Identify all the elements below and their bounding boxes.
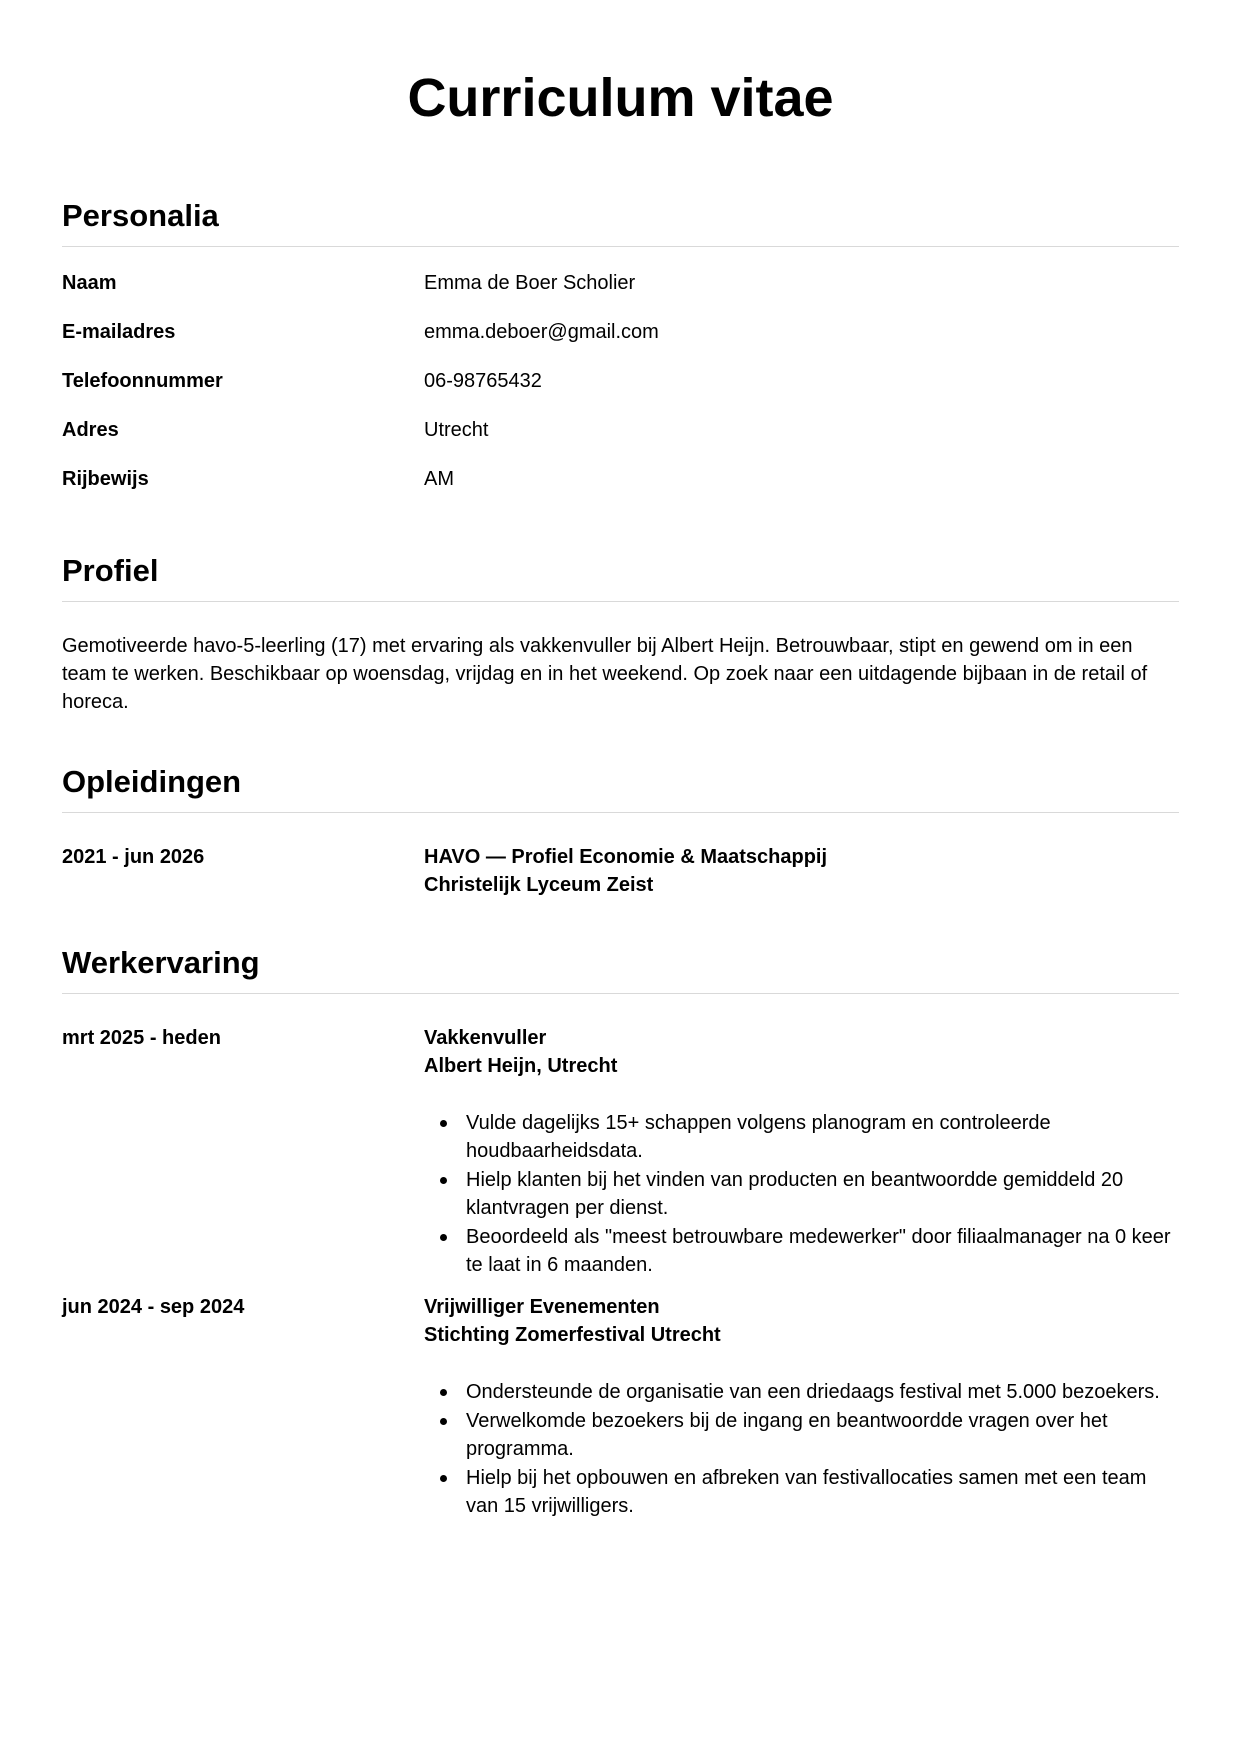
- entry-organization: Stichting Zomerfestival Utrecht: [424, 1324, 721, 1346]
- personalia-value: emma.deboer@gmail.com: [424, 321, 659, 343]
- bullet-dot-icon: [440, 1177, 447, 1184]
- personalia-label: Naam: [62, 272, 117, 294]
- bullet-text: Hielp bij het opbouwen en afbreken van festivallocaties samen met een team van 15 vrijwilligers.: [466, 1467, 1147, 1517]
- personalia-value: Utrecht: [424, 419, 489, 441]
- section-heading-profiel: Profiel: [62, 551, 1179, 602]
- entry-organization: Christelijk Lyceum Zeist: [424, 874, 654, 896]
- section-profiel: [62, 551, 1179, 716]
- bullet-dot-icon: [440, 1234, 447, 1241]
- entry-bullet-list: [424, 1109, 1179, 1279]
- personalia-label: Rijbewijs: [62, 468, 149, 490]
- section-werkervaring: [62, 943, 1179, 1521]
- bullet-text: Hielp klanten bij het vinden van producten en beantwoordde gemiddeld 20 klantvragen per dienst.: [466, 1169, 1124, 1219]
- personalia-row-telefoon: [62, 367, 1179, 395]
- entry-bullet-list: [424, 1378, 1179, 1520]
- section-heading-werkervaring: Werkervaring: [62, 943, 1179, 994]
- entry-title: HAVO — Profiel Economie & Maatschappij: [424, 846, 828, 868]
- personalia-label: E-mailadres: [62, 321, 176, 343]
- bullet-text: Vulde dagelijks 15+ schappen volgens planogram en controleerde houdbaarheidsdata.: [466, 1112, 1051, 1162]
- personalia-row-rijbewijs: [62, 465, 1179, 493]
- bullet-text: Verwelkomde bezoekers bij de ingang en beantwoordde vragen over het programma.: [466, 1410, 1108, 1460]
- section-opleidingen: [62, 762, 1179, 899]
- personalia-row-email: [62, 318, 1179, 346]
- entry-title: Vrijwilliger Evenementen: [424, 1296, 660, 1318]
- entry-body: [424, 1024, 1179, 1280]
- personalia-row-naam: [62, 269, 1179, 297]
- entry-title: Vakkenvuller: [424, 1027, 547, 1049]
- bullet-dot-icon: [440, 1475, 447, 1482]
- bullet-dot-icon: [440, 1389, 447, 1396]
- bullet-dot-icon: [440, 1120, 447, 1127]
- bullet-item: [466, 1166, 1179, 1222]
- profile-text: Gemotiveerde havo-5-leerling (17) met ervaring als vakkenvuller bij Albert Heijn. Betrouwbaar, stipt en gewend om in een team te werken. Beschikbaar op woensdag, vrijdag en in het weekend. Op zoek naar een uitdagende bijbaan in de retail of horeca.: [62, 635, 1148, 713]
- entry-body: [424, 1293, 1179, 1521]
- personalia-label: Adres: [62, 419, 119, 441]
- bullet-item: [466, 1378, 1179, 1406]
- work-entry: [62, 1293, 1179, 1521]
- personalia-value: Emma de Boer Scholier: [424, 272, 636, 294]
- bullet-item: [466, 1407, 1179, 1463]
- document-title: Curriculum vitae: [407, 68, 834, 128]
- work-entry: [62, 1024, 1179, 1280]
- bullet-item: [466, 1464, 1179, 1520]
- personalia-row-adres: [62, 416, 1179, 444]
- entry-date: mrt 2025 - heden: [62, 1027, 221, 1049]
- entry-body: [424, 843, 1179, 899]
- section-personalia: [62, 196, 1179, 514]
- entry-organization: Albert Heijn, Utrecht: [424, 1055, 618, 1077]
- bullet-item: [466, 1223, 1179, 1279]
- education-entry: [62, 843, 1179, 899]
- section-heading-personalia: Personalia: [62, 196, 1179, 247]
- entry-date: jun 2024 - sep 2024: [62, 1296, 245, 1318]
- bullet-dot-icon: [440, 1418, 447, 1425]
- bullet-text: Ondersteunde de organisatie van een driedaags festival met 5.000 bezoekers.: [466, 1381, 1160, 1403]
- personalia-label: Telefoonnummer: [62, 370, 223, 392]
- personalia-value: AM: [424, 468, 454, 490]
- personalia-table: [62, 269, 1179, 493]
- bullet-text: Beoordeeld als "meest betrouwbare medewerker" door filiaalmanager na 0 keer te laat in 6 maanden.: [466, 1226, 1171, 1276]
- entry-date: 2021 - jun 2026: [62, 846, 205, 868]
- bullet-item: [466, 1109, 1179, 1165]
- section-heading-opleidingen: Opleidingen: [62, 762, 1179, 813]
- personalia-value: 06-98765432: [424, 370, 542, 392]
